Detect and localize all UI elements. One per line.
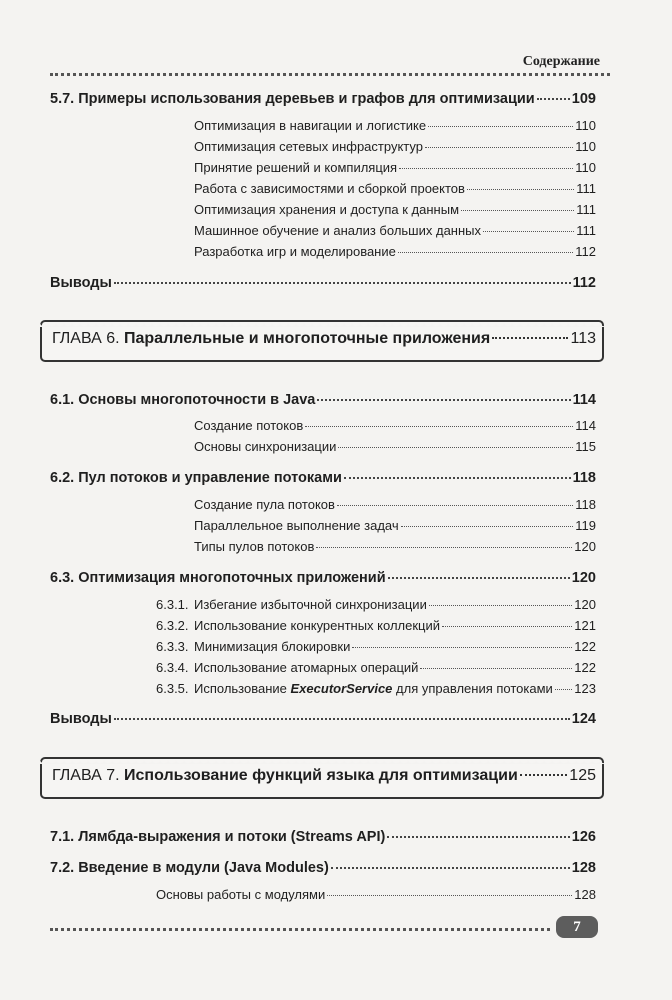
entry-title: Создание пула потоков — [194, 497, 335, 512]
dot-leader — [467, 189, 574, 190]
toc-subsection-6-3-1[interactable] — [156, 597, 596, 612]
toc-chapter-6[interactable] — [40, 320, 604, 362]
entry-number: 6.3.3. — [156, 639, 189, 654]
chapter-line — [52, 767, 596, 785]
entry-title: Разработка игр и моделирование — [194, 244, 396, 259]
page-ref: 109 — [571, 91, 596, 107]
dot-leader — [492, 337, 568, 339]
page-ref: 120 — [574, 597, 596, 612]
page-ref: 111 — [576, 223, 596, 238]
page-ref: 121 — [574, 618, 596, 633]
page-ref: 112 — [572, 275, 596, 291]
page-ref: 111 — [576, 202, 596, 217]
dot-leader — [317, 399, 570, 401]
toc-conclusions-ch6[interactable] — [50, 711, 596, 727]
page-ref: 128 — [571, 860, 596, 876]
entry-title: Минимизация блокировки — [194, 639, 351, 654]
page-ref: 128 — [574, 887, 596, 902]
toc-section-7-1[interactable] — [50, 829, 596, 845]
toc-section-6-3[interactable] — [50, 570, 596, 586]
toc-subentry[interactable] — [194, 539, 596, 554]
page-ref: 114 — [575, 418, 596, 433]
toc-subentry[interactable] — [194, 518, 596, 533]
footer-divider — [50, 928, 550, 931]
toc-subsection-6-3-3[interactable] — [156, 639, 596, 654]
page-ref: 126 — [571, 829, 596, 845]
entry-title: Избегание избыточной синхронизации — [194, 597, 427, 612]
dot-leader — [442, 626, 572, 627]
entry-title: 7.1. Лямбда-выражения и потоки (Streams API) — [50, 829, 386, 845]
entry-title: 5.7. Примеры использования деревьев и графов для оптимизации — [50, 91, 535, 107]
toc-subsection-6-3-2[interactable] — [156, 618, 596, 633]
dot-leader — [387, 836, 569, 838]
toc-subentry[interactable] — [194, 223, 596, 238]
entry-title: Основы работы с модулями — [156, 887, 326, 902]
dot-leader — [344, 477, 571, 479]
page-ref: 113 — [570, 330, 596, 347]
chapter-label: ГЛАВА 6. — [52, 330, 120, 347]
dot-leader — [399, 168, 573, 169]
dot-leader — [401, 526, 574, 527]
page-ref: 114 — [572, 392, 596, 408]
page-ref: 123 — [574, 681, 596, 696]
page-ref: 125 — [569, 767, 596, 784]
toc-subentry[interactable] — [156, 887, 596, 902]
toc-subentry[interactable] — [194, 160, 596, 175]
toc-chapter-7[interactable] — [40, 757, 604, 799]
entry-number: 6.3.5. — [156, 681, 189, 696]
page-ref: 110 — [575, 160, 596, 175]
entry-title-start: Использование — [194, 681, 291, 696]
entry-title: Типы пулов потоков — [194, 539, 315, 554]
entry-title: 6.1. Основы многопоточности в Java — [50, 392, 316, 408]
entry-title-emphasis: ExecutorService — [290, 681, 393, 696]
dot-leader — [114, 282, 571, 284]
entry-title: Оптимизация хранения и доступа к данным — [194, 202, 460, 217]
dot-leader — [352, 647, 572, 648]
page-ref: 110 — [575, 118, 596, 133]
dot-leader — [429, 605, 572, 606]
entry-title: Параллельное выполнение задач — [194, 518, 399, 533]
entry-title: Оптимизация сетевых инфраструктур — [194, 139, 423, 154]
header-divider — [50, 73, 610, 76]
entry-title: Работа с зависимостями и сборкой проектов — [194, 181, 465, 196]
toc-subentry[interactable] — [194, 139, 596, 154]
entry-title-end: для управления потоками — [392, 681, 553, 696]
dot-leader — [483, 231, 574, 232]
dot-leader — [338, 447, 573, 448]
toc-section-5-7[interactable] — [50, 91, 596, 107]
page-ref: 122 — [574, 639, 596, 654]
entry-title: Использование конкурентных коллекций — [194, 618, 440, 633]
dot-leader — [461, 210, 574, 211]
page-ref: 115 — [575, 439, 596, 454]
chapter-title: Использование функций языка для оптимизации — [124, 767, 518, 784]
dot-leader — [428, 126, 573, 127]
page-ref: 112 — [575, 244, 596, 259]
entry-title: Создание потоков — [194, 418, 304, 433]
dot-leader — [537, 98, 570, 100]
entry-title: Машинное обучение и анализ больших данных — [194, 223, 482, 238]
toc-subentry[interactable] — [194, 181, 596, 196]
page-ref: 111 — [576, 181, 596, 196]
dot-leader — [398, 252, 573, 253]
entry-number: 6.3.1. — [156, 597, 189, 612]
running-header: Содержание — [522, 54, 600, 69]
entry-title: 6.3. Оптимизация многопоточных приложений — [50, 570, 386, 586]
toc-section-7-2[interactable] — [50, 860, 596, 876]
toc-subsection-6-3-4[interactable] — [156, 660, 596, 675]
page-ref: 120 — [571, 570, 596, 586]
entry-title: 7.2. Введение в модули (Java Modules) — [50, 860, 329, 876]
toc-subentry[interactable] — [194, 118, 596, 133]
entry-title: Принятие решений и компиляция — [194, 160, 398, 175]
page-ref: 120 — [574, 539, 596, 554]
dot-leader — [425, 147, 573, 148]
toc-subentry[interactable] — [194, 418, 596, 433]
entry-number: 6.3.2. — [156, 618, 189, 633]
toc-section-6-1[interactable] — [50, 392, 596, 408]
entry-title: Выводы — [50, 275, 112, 291]
toc-conclusions-ch5[interactable] — [50, 275, 596, 291]
page-ref: 124 — [571, 711, 596, 727]
dot-leader — [114, 718, 570, 720]
chapter-line — [52, 330, 596, 348]
toc-subentry[interactable] — [194, 202, 596, 217]
toc-subsection-6-3-5[interactable] — [156, 681, 596, 696]
entry-title: Использование атомарных операций — [194, 660, 419, 675]
dot-leader — [305, 426, 573, 427]
dot-leader — [331, 867, 570, 869]
dot-leader — [337, 505, 573, 506]
entry-title: Оптимизация в навигации и логистике — [194, 118, 427, 133]
chapter-label: ГЛАВА 7. — [52, 767, 120, 784]
dot-leader — [420, 668, 572, 669]
dot-leader — [520, 774, 568, 776]
page-ref: 110 — [575, 139, 596, 154]
entry-title: Основы синхронизации — [194, 439, 337, 454]
entry-number: 6.3.4. — [156, 660, 189, 675]
toc-subentry[interactable] — [194, 439, 596, 454]
toc-section-6-2[interactable] — [50, 470, 596, 486]
entry-title: 6.2. Пул потоков и управление потоками — [50, 470, 342, 486]
page-ref: 118 — [575, 497, 596, 512]
toc-subentry[interactable] — [194, 497, 596, 512]
entry-title: Выводы — [50, 711, 112, 727]
dot-leader — [388, 577, 570, 579]
chapter-title: Параллельные и многопоточные приложения — [124, 330, 491, 347]
dot-leader — [316, 547, 572, 548]
page-ref: 122 — [574, 660, 596, 675]
toc-subentry[interactable] — [194, 244, 596, 259]
dot-leader — [555, 689, 573, 690]
dot-leader — [327, 895, 572, 896]
page-ref: 118 — [572, 470, 596, 486]
page-number-badge: 7 — [556, 916, 598, 938]
page-ref: 119 — [575, 518, 596, 533]
